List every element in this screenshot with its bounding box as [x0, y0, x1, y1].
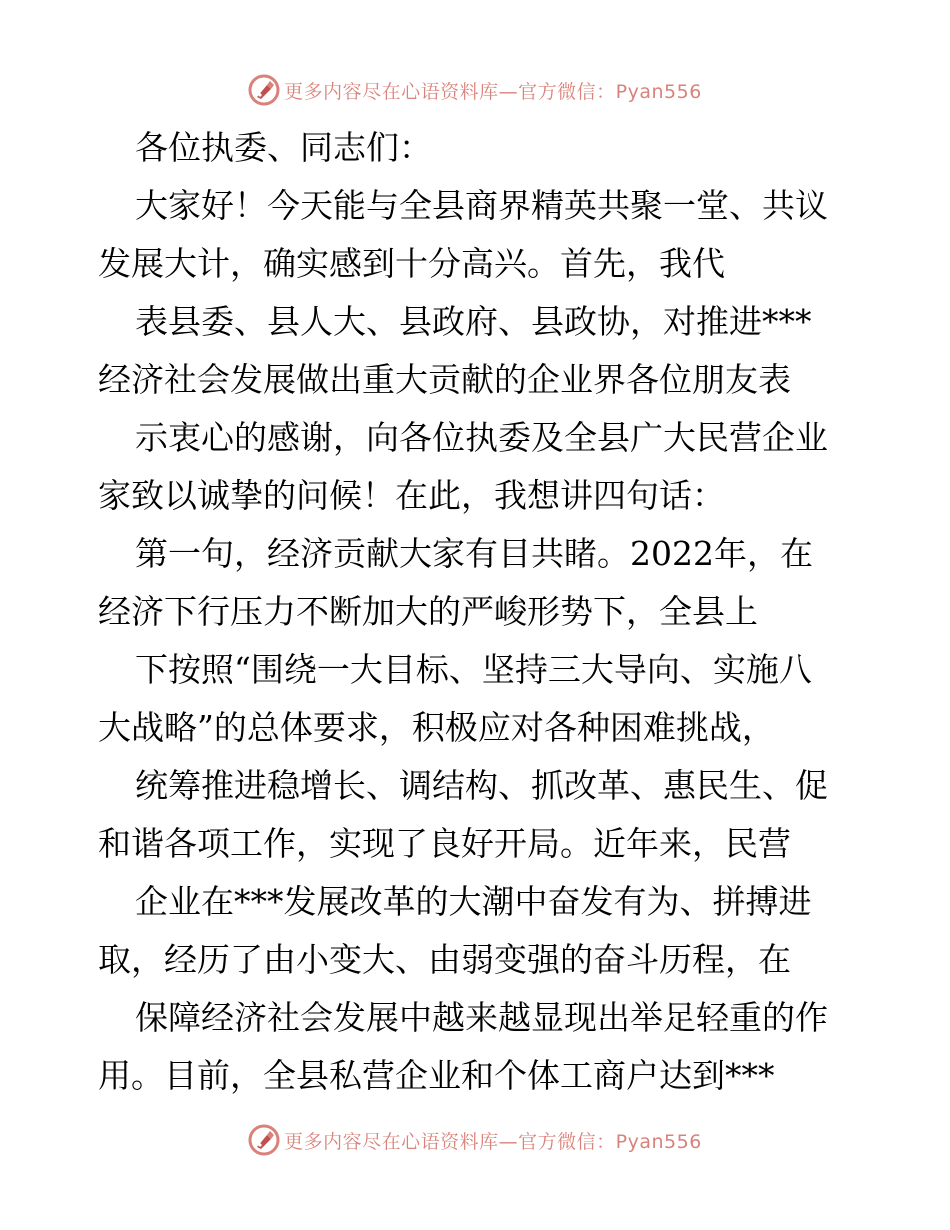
text-line: 发展大计，确实感到十分高兴。首先，我代 [98, 244, 725, 283]
text-line: 大战略”的总体要求，积极应对各种困难挑战， [98, 708, 775, 747]
text-line: 示衷心的感谢，向各位执委及全县广大民营企业 [135, 418, 828, 457]
text-line: 统筹推进稳增长、调结构、抓改革、惠民生、促 [135, 766, 828, 805]
footer-banner-text: 更多内容尽在心语资料库—官方微信：Pyan556 [284, 1130, 702, 1153]
text-line: 保障经济社会发展中越来越显现出举足轻重的作 [135, 998, 828, 1037]
text-line: 经济下行压力不断加大的严峻形势下，全县上 [98, 592, 758, 631]
header-banner-text: 更多内容尽在心语资料库—官方微信：Pyan556 [284, 80, 702, 103]
text-line: 第一句，经济贡献大家有目共睹。2022年，在 [135, 534, 813, 573]
text-line: 家致以诚挚的问候！在此，我想讲四句话： [98, 476, 725, 515]
text-line: 大家好！今天能与全县商界精英共聚一堂、共议 [135, 186, 828, 225]
text-line: 取，经历了由小变大、由弱变强的奋斗历程，在 [98, 940, 791, 979]
text-line: 各位执委、同志们： [135, 128, 432, 167]
text-line: 表县委、县人大、县政府、县政协，对推进*** [135, 302, 812, 341]
text-line: 用。目前，全县私营企业和个体工商户达到*** [98, 1056, 775, 1095]
text-line: 经济社会发展做出重大贡献的企业界各位朋友表 [98, 360, 791, 399]
pen-nib-icon [248, 1124, 280, 1156]
text-line: 下按照“围绕一大目标、坚持三大导向、实施八 [135, 650, 812, 689]
text-line: 和谐各项工作，实现了良好开局。近年来，民营 [98, 824, 791, 863]
footer-watermark-banner [0, 1120, 950, 1160]
text-line: 企业在***发展改革的大潮中奋发有为、拼搏进 [135, 882, 812, 921]
